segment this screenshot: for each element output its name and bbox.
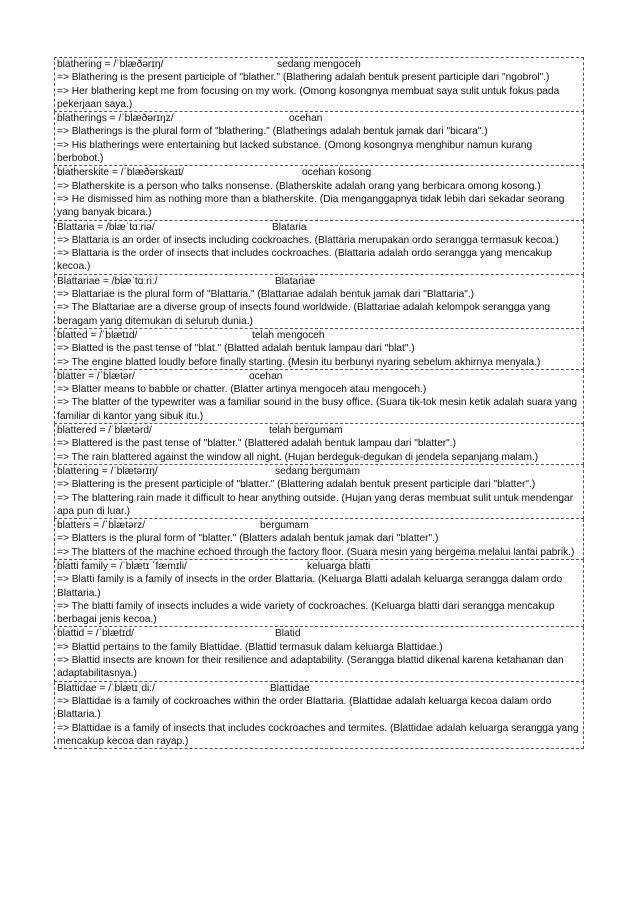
example-line: => Blatherskite is a person who talks nonsense. (Blatherskite adalah orang yang berbicara omong kosong.) [57, 180, 541, 192]
dictionary-entry [54, 465, 584, 519]
example-line: => Blattariae is the plural form of "Blattaria." (Blattariae adalah bentuk jamak dari "Blattaria".) [57, 289, 475, 301]
dictionary-entry [54, 682, 584, 749]
example-line: => The blattering rain made it difficult to hear anything outside. (Hujan yang deras membuat sulit untuk mendengar apa pun di luar.) [57, 492, 574, 517]
entry-meaning: sedang mengoceh [277, 59, 361, 70]
example-line: => The engine blatted loudly before finally starting. (Mesin itu berbunyi nyaring sebelum akhirnya menyala.) [57, 356, 541, 368]
headword-pronunciation: blatherings = /ˈblæðərɪŋz/ [57, 113, 174, 125]
headword-pronunciation: blatti family = /ˈblætɪ ˈfæmɪli/ [57, 560, 187, 572]
headword-pronunciation: blathering = /ˈblæðərɪŋ/ [57, 59, 164, 70]
headword-pronunciation: blatted = /ˈblætɪd/ [57, 329, 138, 341]
entry-headword [57, 370, 581, 383]
entry-headword [57, 424, 581, 437]
example-line: => The Blattariae are a diverse group of insects found worldwide. (Blattariae adalah kelompok serangga yang beragam yang ditemukan di seluruh dunia.) [57, 302, 551, 327]
entry-headword [57, 627, 581, 640]
entry-headword [57, 329, 581, 342]
dictionary-entry [54, 627, 584, 681]
example-line: => Blattaria is the order of insects that includes cockroaches. (Blattaria adalah ordo serangga yang mencakup kecoa.) [57, 248, 552, 273]
example-line: => He dismissed him as nothing more than a blatherskite. (Dia menganggapnya tidak lebih dari sekadar seorang yang banyak bicara.) [57, 193, 565, 219]
entry-headword [57, 221, 581, 234]
example-line: => Blattidae is a family of cockroaches within the order Blattaria. (Blattidae adalah keluarga kecoa dalam ordo Blattaria.) [57, 695, 552, 721]
headword-pronunciation: blatters = /ˈblætərz/ [57, 520, 146, 532]
example-line: => Blattid insects are known for their resilience and adaptability. (Serangga blattid dikenal karena ketahanan dan adaptabilitasnya.) [57, 655, 564, 680]
entry-meaning: bergumam [260, 520, 309, 532]
entry-headword [57, 112, 581, 125]
example-line: => The rain blattered against the window all night. (Hujan berdeguk-degukan di jendela sepanjang malam.) [57, 451, 539, 463]
example-line: => Blatters is the plural form of "blatter." (Blatters adalah bentuk jamak dari "blatter".) [57, 533, 439, 545]
entry-headword [57, 166, 581, 179]
headword-pronunciation: blattering = /ˈblætərɪŋ/ [57, 465, 158, 477]
headword-pronunciation: Blattidae = /ˈblætɪˌdiː/ [57, 682, 155, 694]
headword-pronunciation: blattered = /ˈblætərd/ [57, 425, 152, 437]
entry-meaning: sedang bergumam [275, 465, 360, 477]
entry-meaning: telah bergumam [269, 425, 343, 437]
example-line: => Blatter means to babble or chatter. (Blatter artinya mengoceh atau mengoceh.) [57, 384, 427, 396]
entry-headword [57, 58, 581, 71]
dictionary-entry [54, 112, 584, 166]
entry-meaning: Blattidae [270, 682, 310, 694]
headword-pronunciation: Blattariae = /blæˈtɑːriː/ [57, 275, 158, 287]
example-line: => Her blathering kept me from focusing on my work. (Omong kosongnya membuat saya sulit untuk fokus pada pekerjaan saya.) [57, 85, 560, 110]
entry-headword [57, 465, 581, 478]
entry-meaning: Blataria [272, 221, 307, 233]
headword-pronunciation: blatherskite = /ˈblæðərskaɪt/ [57, 167, 184, 179]
entry-headword [57, 682, 581, 695]
headword-pronunciation: blattid = /ˈblætɪd/ [57, 628, 134, 640]
example-line: => Blattered is the past tense of "blatter." (Blattered adalah bentuk lampau dari "blatter".) [57, 438, 456, 450]
dictionary-entry [54, 329, 584, 370]
dictionary-page [54, 57, 584, 749]
example-line: => The blatti family of insects includes a wide variety of cockroaches. (Keluarga blatti dari serangga mencakup berbagai jenis kecoa.) [57, 600, 555, 626]
dictionary-entry [54, 519, 584, 560]
entry-meaning: ocehan [249, 370, 283, 382]
entry-meaning: telah mengoceh [252, 329, 325, 341]
entry-meaning: Blatariae [275, 275, 316, 287]
example-line: => Blattidae is a family of insects that includes cockroaches and termites. (Blattidae adalah keluarga serangga yang mencakup kecoa dan rayap.) [57, 722, 579, 747]
example-line: => Blatherings is the plural form of "blathering." (Blatherings adalah bentuk jamak dari "bicara".) [57, 126, 488, 138]
entry-headword [57, 275, 581, 288]
dictionary-entry [54, 57, 584, 112]
entry-meaning: ocehan [289, 113, 323, 125]
dictionary-entry [54, 424, 584, 465]
entry-meaning: ocehan kosong [302, 167, 372, 179]
example-line: => The blatter of the typewriter was a familiar sound in the busy office. (Suara tik-tok mesin ketik adalah suara yang familiar di kantor yang sibuk itu.) [57, 397, 578, 422]
entry-meaning: keluarga blatti [307, 560, 371, 572]
dictionary-entry [54, 221, 584, 275]
example-line: => The blatters of the machine echoed through the factory floor. (Suara mesin yang bergema melalui lantai pabrik.) [57, 546, 575, 558]
example-line: => Blatti family is a family of insects in the order Blattaria. (Keluarga Blatti adalah keluarga serangga dalam ordo Blattaria.) [57, 574, 563, 599]
entry-meaning: Blatid [275, 628, 301, 640]
example-line: => Blattaria is an order of insects including cockroaches. (Blattaria merupakan ordo serangga termasuk kecoa.) [57, 234, 559, 246]
entry-headword [57, 560, 581, 573]
dictionary-entry [54, 370, 584, 424]
example-line: => Blattid pertains to the family Blattidae. (Blattid termasuk dalam keluarga Blattidae.) [57, 641, 443, 653]
dictionary-entry [54, 275, 584, 329]
example-line: => Blathering is the present participle of "blather." (Blathering adalah bentuk present participle dari "ngobrol".) [57, 72, 550, 84]
headword-pronunciation: Blattaria = /blæˈtɑːriə/ [57, 221, 155, 233]
example-line: => His blatherings were entertaining but lacked substance. (Omong kosongnya menghibur namun kurang berbobot.) [57, 139, 533, 165]
example-line: => Blatted is the past tense of "blat." (Blatted adalah bentuk lampau dari "blat".) [57, 343, 415, 355]
entry-headword [57, 519, 581, 532]
dictionary-entry [54, 560, 584, 627]
example-line: => Blattering is the present participle of "blatter." (Blattering adalah bentuk present participle dari "blatter".) [57, 479, 536, 491]
headword-pronunciation: blatter = /ˈblætər/ [57, 370, 135, 382]
dictionary-entry [54, 166, 584, 220]
